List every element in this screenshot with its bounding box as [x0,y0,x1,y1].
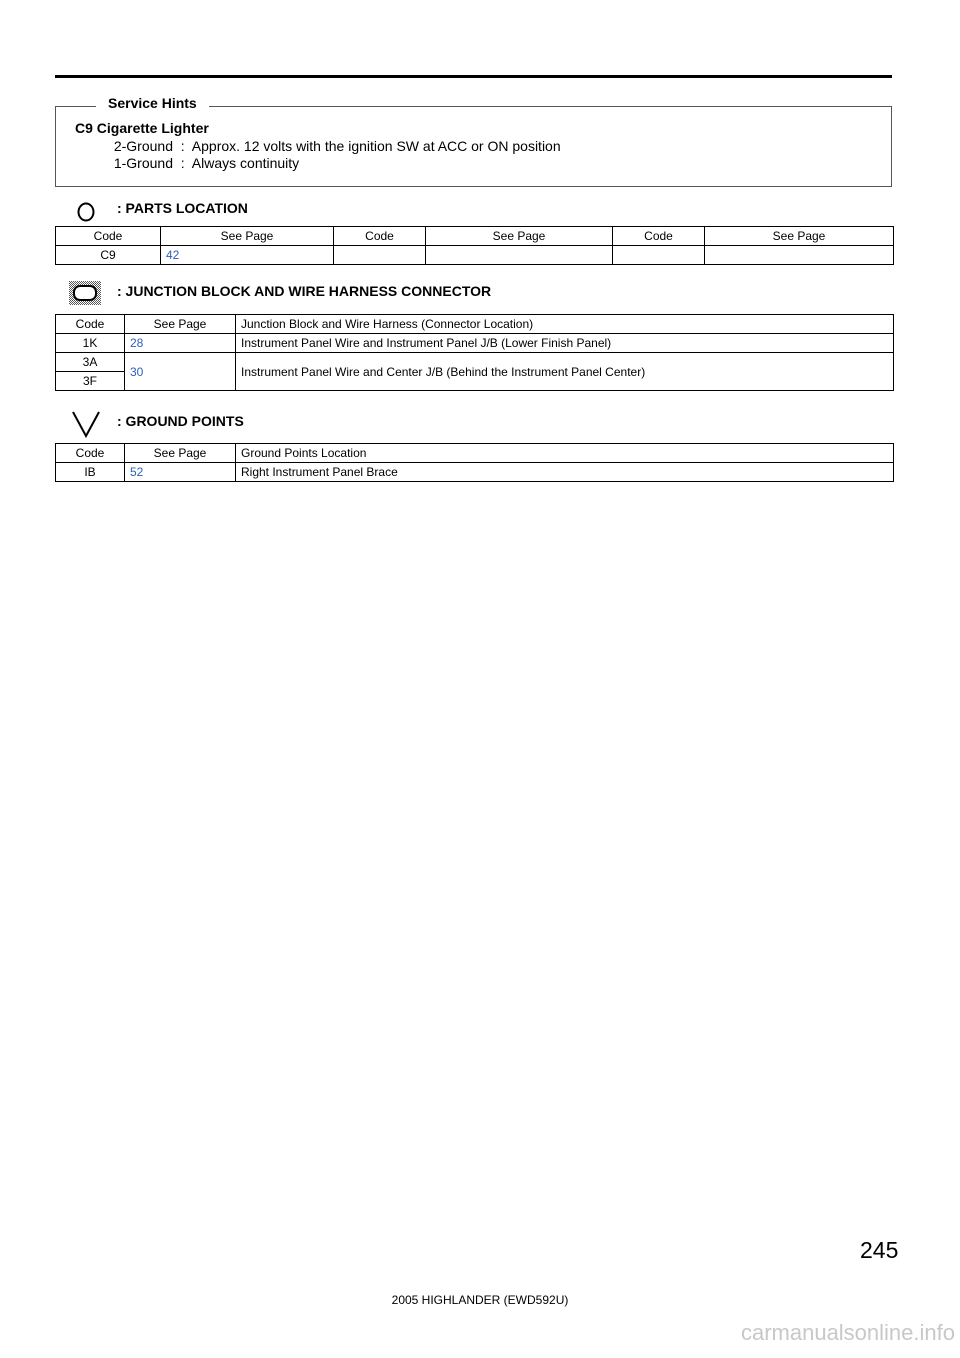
empty-cell [613,246,705,265]
table-row [56,353,894,372]
parts-location-table [55,226,894,265]
junction-block-title: : JUNCTION BLOCK AND WIRE HARNESS CONNECTOR [117,283,492,299]
empty-cell [334,246,426,265]
top-rule [55,75,892,78]
header-cell: See Page [161,227,334,246]
code-cell: C9 [56,246,161,265]
table-header-row [56,315,894,334]
hint-label: 2-Ground [113,138,173,154]
junction-block-hatched-icon [68,280,102,306]
ground-points-table [55,443,894,482]
code-cell: IB [56,463,125,482]
header-cell: Code [613,227,705,246]
code-cell: 3F [56,372,125,391]
header-cell: See Page [125,315,236,334]
table-row [56,334,894,353]
hint-label: 1-Ground [113,155,173,171]
hint-text: Always continuity [191,155,300,171]
page-number: 245 [860,1237,899,1263]
hint-separator: : [180,155,185,171]
header-cell: See Page [705,227,894,246]
header-cell: Code [56,227,161,246]
ground-points-title: : GROUND POINTS [117,413,244,429]
code-cell: 3A [56,353,125,372]
location-cell: Right Instrument Panel Brace [236,463,894,482]
table-header-row [56,227,894,246]
location-cell: Instrument Panel Wire and Instrument Panel J/B (Lower Finish Panel) [236,334,894,353]
header-cell: Code [334,227,426,246]
see-page-link[interactable]: 52 [125,463,236,482]
code-cell: 1K [56,334,125,353]
table-row [56,246,894,265]
parts-location-circle-icon [76,202,96,222]
header-cell: See Page [426,227,613,246]
table-header-row [56,444,894,463]
hint-text: Approx. 12 volts with the ignition SW at ACC or ON position [191,138,561,154]
junction-block-table [55,314,894,391]
empty-cell [705,246,894,265]
header-cell: Code [56,444,125,463]
header-cell: See Page [125,444,236,463]
table-row [56,463,894,482]
service-hints-heading: C9 Cigarette Lighter [75,120,209,136]
ground-point-triangle-icon [72,410,100,438]
header-cell: Junction Block and Wire Harness (Connector Location) [236,315,894,334]
footer-model: 2005 HIGHLANDER (EWD592U) [391,1293,569,1307]
empty-cell [426,246,613,265]
header-cell: Code [56,315,125,334]
service-hints-title: Service Hints [96,95,209,111]
header-cell: Ground Points Location [236,444,894,463]
watermark: carmanualsonline.info [740,1320,955,1345]
location-cell: Instrument Panel Wire and Center J/B (Behind the Instrument Panel Center) [236,353,894,391]
see-page-link[interactable]: 30 [125,353,236,391]
hint-separator: : [180,138,185,154]
parts-location-title: : PARTS LOCATION [117,200,248,216]
see-page-link[interactable]: 28 [125,334,236,353]
service-hints-box [55,95,892,187]
hint-line [75,138,561,154]
see-page-link[interactable]: 42 [161,246,334,265]
hint-line [75,155,299,171]
